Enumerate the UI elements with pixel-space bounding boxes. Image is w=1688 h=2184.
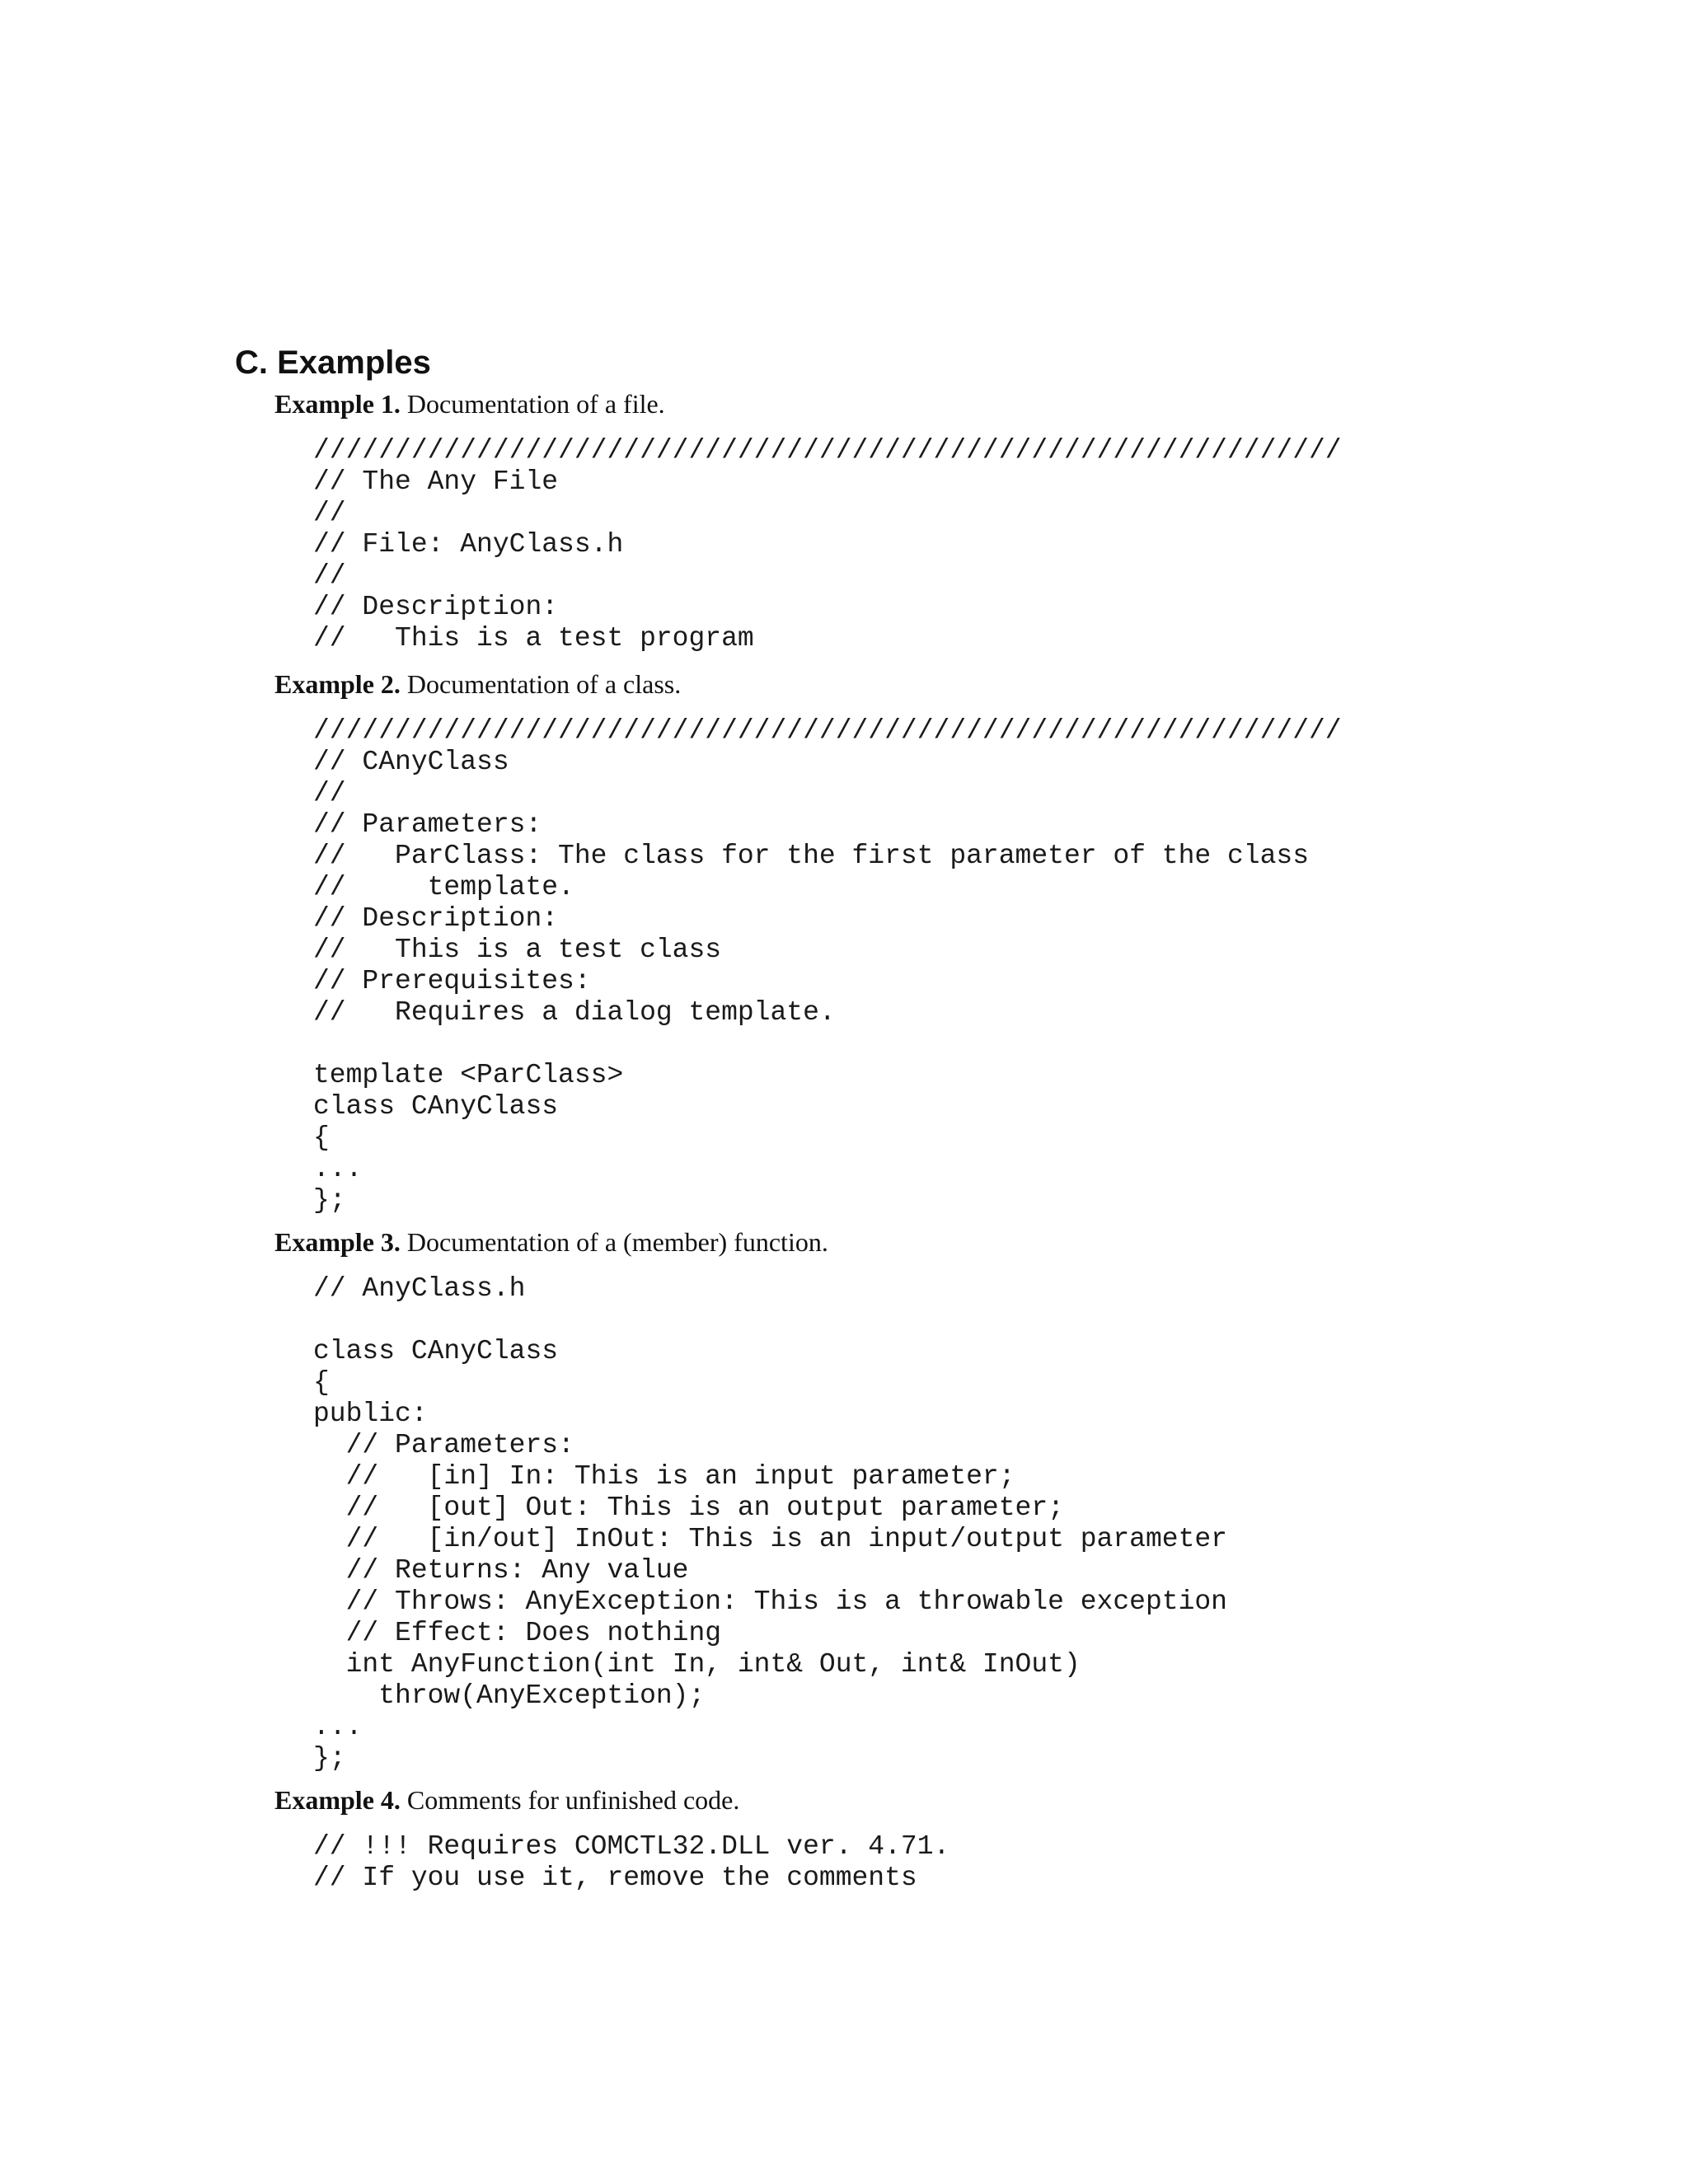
example-1-description: Documentation of a file.: [406, 389, 665, 419]
example-2-code: /////////////////////////////////////////////////////////////// // CAnyClass // // Parameters: // ParClass: The class for the first parameter of the class // template. // Description: // This is a test class // Prerequisites: // Requires a dialog template. template <ParClass> class CAnyClass { ... };: [313, 715, 1342, 1216]
section-title: C. Examples: [235, 344, 431, 381]
example-4-code: // !!! Requires COMCTL32.DLL ver. 4.71. // If you use it, remove the comments: [313, 1831, 950, 1893]
example-3-label: Example 3.: [274, 1227, 401, 1257]
example-4-caption: [274, 1783, 739, 1816]
example-4-description: Comments for unfinished code.: [406, 1785, 740, 1815]
example-2-description: Documentation of a class.: [406, 669, 682, 699]
example-3-code: // AnyClass.h class CAnyClass { public: // Parameters: // [in] In: This is an input parameter; // [out] Out: This is an output parameter; // [in/out] InOut: This is an input/output parameter // Returns: Any value // Throws: AnyException: This is a throwable exception // Effect: Does nothing int AnyFunction(int In, int& Out, int& InOut) throw(AnyException); ... };: [313, 1273, 1227, 1774]
example-4-label: Example 4.: [274, 1785, 401, 1815]
example-1-code: /////////////////////////////////////////////////////////////// // The Any File // // File: AnyClass.h // // Description: // This is a test program: [313, 435, 1342, 654]
example-1-label: Example 1.: [274, 389, 401, 419]
example-2-label: Example 2.: [274, 669, 401, 699]
example-1-caption: [274, 387, 665, 420]
example-3-description: Documentation of a (member) function.: [406, 1227, 828, 1257]
example-3-caption: [274, 1226, 828, 1258]
example-2-caption: [274, 668, 681, 701]
